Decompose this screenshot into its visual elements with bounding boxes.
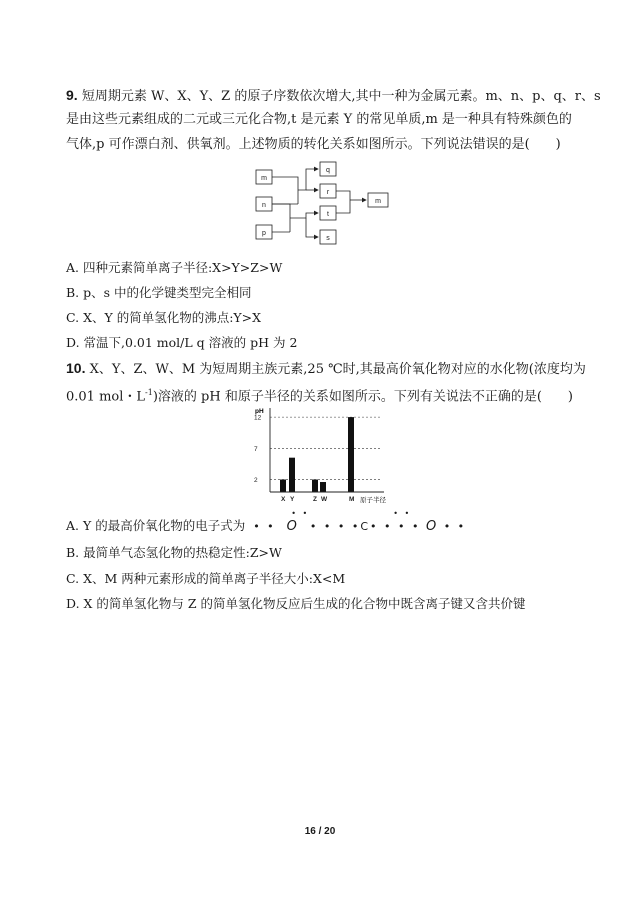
q10-number: 10.	[66, 360, 86, 376]
y-tick-label: 7	[254, 445, 258, 453]
label-r: r	[326, 189, 330, 196]
bar-y	[289, 458, 295, 492]
x-category-label: Z	[313, 496, 317, 503]
bar-x	[280, 480, 286, 492]
ph-radius-chart	[244, 404, 404, 508]
q9-conversion-diagram	[240, 160, 410, 250]
label-n: n	[262, 202, 266, 209]
q10-stem-1: X、Y、Z、W、M 为短周期主族元素,25 ℃时,其最高价氧化物对应的水化物(浓度均为	[89, 362, 586, 377]
carbon: C	[360, 520, 371, 533]
oxygen-2: O	[425, 519, 439, 534]
bar-m	[348, 417, 354, 492]
y-axis-label: pH	[255, 408, 264, 415]
x-category-label: Y	[290, 496, 295, 503]
q9-stem-3: 气体,p 可作漂白剂、供氧剂。上述物质的转化关系如图所示。下列说法错误的是( )	[66, 137, 561, 152]
bar-w	[320, 482, 326, 492]
x-category-label: M	[349, 496, 355, 503]
y-tick-label: 2	[254, 477, 258, 485]
q9-option-b: B. p、s 中的化学键类型完全相同	[66, 285, 252, 300]
q9-option-d: D. 常温下,0.01 mol/L q 溶液的 pH 为 2	[66, 335, 298, 350]
q9-option-c: C. X、Y 的简单氢化物的沸点:Y>X	[66, 310, 262, 325]
dots-top-1: • •	[291, 509, 310, 518]
oxygen-1: O	[286, 519, 299, 534]
q9-option-a: A. 四种元素简单离子半径:X>Y>Z>W	[66, 260, 283, 275]
label-s: s	[326, 235, 330, 242]
x-category-label: X	[281, 496, 286, 503]
page-number: 16 / 20	[304, 826, 336, 837]
y-tick-label: 12	[254, 414, 262, 422]
q10-option-c: C. X、M 两种元素形成的简单离子半径大小:X<M	[66, 571, 346, 586]
co2-electron-formula: • • • • • • O • • • •C• • • • O • •	[253, 518, 466, 536]
q9-number: 9.	[66, 87, 78, 103]
label-m: m	[261, 175, 267, 182]
x-category-label: W	[321, 496, 328, 503]
q10-option-a	[66, 509, 467, 536]
q10-option-d: D. X 的简单氢化物与 Z 的简单氢化物反应后生成的化合物中既含离子键又含共价键	[66, 596, 526, 611]
x-axis-label: 原子半径	[360, 497, 386, 504]
q10-option-a-text: A. Y 的最高价氧化物的电子式为	[66, 518, 246, 533]
q10-line-1	[66, 359, 586, 379]
label-q: q	[326, 167, 330, 174]
q10-stem-2b: )溶液的 pH 和原子半径的关系如图所示。下列有关说法不正确的是( )	[152, 389, 573, 405]
q9-stem-1: 短周期元素 W、X、Y、Z 的原子序数依次增大,其中一种为金属元素。m、n、p、q、r、s	[81, 89, 601, 104]
q9-stem-2: 是由这些元素组成的二元或三元化合物,t 是元素 Y 的常见单质,m 是一种具有特殊颜色的	[66, 112, 572, 127]
bar-z	[312, 480, 318, 492]
label-t: t	[327, 211, 329, 218]
dots-top-2: • •	[393, 509, 412, 518]
q10-stem-2	[66, 384, 573, 406]
label-p: p	[262, 230, 266, 237]
q10-superscript: -1	[145, 388, 153, 397]
q9-line-1	[66, 86, 601, 106]
q10-option-b: B. 最简单气态氢化物的热稳定性:Z>W	[66, 545, 282, 560]
label-m-product: m	[375, 198, 381, 205]
q10-stem-2a: 0.01 mol・L	[66, 389, 146, 405]
